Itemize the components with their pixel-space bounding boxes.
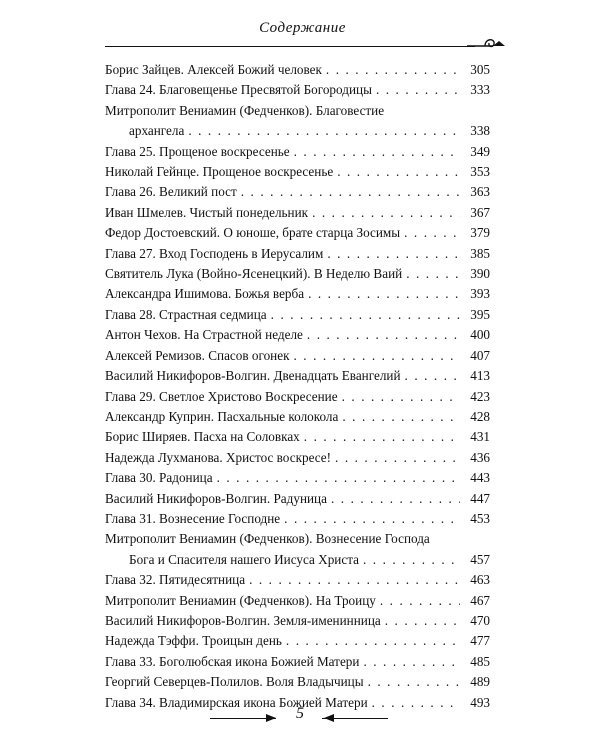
entry-title: Алексей Ремизов. Спасов огонек: [105, 347, 290, 363]
table-of-contents: [105, 60, 490, 713]
toc-entry: [105, 162, 490, 182]
entry-title-continuation: архангела: [129, 123, 185, 139]
entry-title: Василий Никифоров-Волгин. Двенадцать Евангелий: [105, 368, 401, 384]
entry-page-number: 407: [470, 347, 490, 363]
footer-rule-right: [322, 718, 388, 719]
leader-dots: [307, 325, 460, 345]
running-header: [105, 20, 500, 50]
toc-entry: [105, 468, 490, 488]
leader-dots: [376, 80, 460, 100]
entry-title: Глава 24. Благовещенье Пресвятой Богородицы: [105, 82, 372, 98]
leader-dots: [284, 509, 460, 529]
toc-entry: [105, 80, 490, 100]
entry-title: Федор Достоевский. О юноше, брате старца Зосимы: [105, 225, 401, 241]
entry-title: Надежда Тэффи. Троицын день: [105, 633, 282, 649]
entry-page-number: 385: [470, 245, 490, 261]
entry-title: Глава 28. Страстная седмица: [105, 306, 267, 322]
leader-dots: [241, 182, 460, 202]
entry-title: Митрополит Вениамин (Федченков). Вознесение Господа: [105, 531, 430, 547]
entry-page-number: 477: [470, 633, 490, 649]
entry-page-number: 467: [470, 592, 490, 608]
entry-title: Борис Ширяев. Пасха на Соловках: [105, 429, 300, 445]
leader-dots: [363, 652, 460, 672]
leader-dots: [293, 346, 460, 366]
leader-dots: [380, 591, 460, 611]
entry-page-number: 393: [470, 286, 490, 302]
entry-title: Глава 34. Владимирская икона Божией Матери: [105, 694, 368, 710]
leader-dots: [327, 244, 460, 264]
leader-dots: [217, 468, 460, 488]
entry-title: Антон Чехов. На Страстной неделе: [105, 327, 303, 343]
entry-page-number: 493: [470, 694, 490, 710]
entry-title: Глава 25. Прощеное воскресенье: [105, 143, 290, 159]
page-number: 5: [296, 705, 304, 722]
entry-title: Василий Никифоров-Волгин. Радуница: [105, 490, 327, 506]
entry-page-number: 400: [470, 327, 490, 343]
entry-page-number: 333: [470, 82, 490, 98]
toc-entry: [105, 346, 490, 366]
entry-page-number: 395: [470, 306, 490, 322]
toc-entry: [105, 305, 490, 325]
toc-entry: [105, 427, 490, 447]
entry-title: Глава 29. Светлое Христово Воскресение: [105, 388, 338, 404]
toc-entry: [105, 366, 490, 386]
leader-dots: [385, 611, 460, 631]
leader-dots: [405, 366, 460, 386]
entry-title: Александр Куприн. Пасхальные колокола: [105, 408, 339, 424]
toc-entry: [105, 60, 490, 80]
toc-entry: [105, 489, 490, 509]
toc-entry: [105, 203, 490, 223]
entry-title: Георгий Северцев-Полилов. Воля Владычицы: [105, 674, 364, 690]
entry-page-number: 390: [470, 266, 490, 282]
flourish-ornament-icon: [467, 34, 505, 52]
leader-dots: [342, 387, 460, 407]
entry-title: Митрополит Вениамин (Федченков). Благовестие: [105, 102, 385, 118]
entry-title: Глава 30. Радоница: [105, 470, 213, 486]
leader-dots: [312, 203, 460, 223]
page-footer: [210, 705, 390, 728]
toc-entry: [105, 407, 490, 427]
entry-page-number: 447: [470, 490, 490, 506]
entry-title: Глава 27. Вход Господень в Иерусалим: [105, 245, 324, 261]
entry-title: Борис Зайцев. Алексей Божий человек: [105, 62, 322, 77]
toc-entry: [105, 325, 490, 345]
entry-title: Александра Ишимова. Божья верба: [105, 286, 305, 302]
toc-entry: [105, 101, 490, 142]
entry-title: Надежда Лухманова. Христос воскресе!: [105, 449, 332, 465]
toc-entry: [105, 142, 490, 162]
entry-page-number: 338: [470, 123, 490, 139]
entry-title-continuation: Бога и Спасителя нашего Иисуса Христа: [129, 551, 359, 567]
entry-page-number: 457: [470, 551, 490, 567]
entry-page-number: 423: [470, 388, 490, 404]
entry-page-number: 489: [470, 674, 490, 690]
entry-page-number: 428: [470, 408, 490, 424]
header-title: Содержание: [259, 20, 346, 36]
entry-page-number: 443: [470, 470, 490, 486]
leader-dots: [304, 427, 460, 447]
toc-entry: [105, 652, 490, 672]
entry-page-number: 353: [470, 164, 490, 180]
leader-dots: [308, 284, 460, 304]
entry-page-number: 453: [470, 510, 490, 526]
toc-entry: [105, 223, 490, 243]
leader-dots: [406, 264, 460, 284]
toc-entry: [105, 509, 490, 529]
entry-page-number: 413: [470, 368, 490, 384]
leader-dots: [337, 162, 460, 182]
entry-title: Митрополит Вениамин (Федченков). На Троицу: [105, 592, 376, 608]
entry-page-number: 349: [470, 143, 490, 159]
toc-entry: [105, 529, 490, 570]
leader-dots: [363, 550, 460, 570]
toc-entry: [105, 591, 490, 611]
leader-dots: [331, 489, 460, 509]
leader-dots: [249, 570, 460, 590]
entry-page-number: 305: [470, 62, 490, 77]
header-rule: [105, 46, 475, 47]
leader-dots: [271, 305, 460, 325]
entry-title: Глава 26. Великий пост: [105, 184, 237, 200]
entry-title: Василий Никифоров-Волгин. Земля-именинница: [105, 612, 381, 628]
toc-entry: [105, 264, 490, 284]
toc-entry: [105, 284, 490, 304]
entry-page-number: 379: [470, 225, 490, 241]
toc-entry: [105, 182, 490, 202]
leader-dots: [342, 407, 460, 427]
toc-entry: [105, 672, 490, 692]
entry-page-number: 363: [470, 184, 490, 200]
leader-dots: [286, 631, 460, 651]
entry-title: Иван Шмелев. Чистый понедельник: [105, 204, 309, 220]
toc-entry: [105, 387, 490, 407]
entry-page-number: 470: [470, 612, 490, 628]
toc-entry: [105, 570, 490, 590]
footer-ornament-left-icon: [266, 714, 276, 722]
entry-title: Глава 32. Пятидесятница: [105, 572, 246, 588]
leader-dots: [404, 223, 460, 243]
entry-page-number: 463: [470, 572, 490, 588]
leader-dots: [294, 142, 460, 162]
entry-page-number: 436: [470, 449, 490, 465]
entry-title: Святитель Лука (Войно-Ясенецкий). В Неделю Ваий: [105, 266, 403, 282]
entry-title: Глава 33. Боголюбская икона Божией Матери: [105, 653, 360, 669]
leader-dots: [368, 672, 460, 692]
entry-title: Глава 31. Вознесение Господне: [105, 510, 281, 526]
entry-title: Николай Гейнце. Прощеное воскресенье: [105, 164, 334, 180]
entry-page-number: 367: [470, 204, 490, 220]
leader-dots: [188, 121, 460, 141]
toc-entry: [105, 611, 490, 631]
toc-entry: [105, 244, 490, 264]
leader-dots: [326, 60, 460, 80]
toc-entry: [105, 448, 490, 468]
entry-page-number: 431: [470, 429, 490, 445]
toc-entry: [105, 631, 490, 651]
entry-page-number: 485: [470, 653, 490, 669]
leader-dots: [335, 448, 460, 468]
